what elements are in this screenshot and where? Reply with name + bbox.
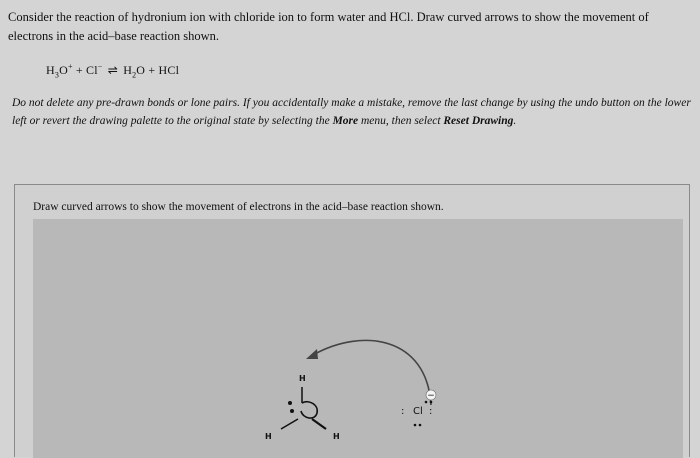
eq-h3o-o: O bbox=[59, 63, 68, 77]
eq-h2o-o: O bbox=[136, 63, 146, 77]
eq-h2o-h: H bbox=[123, 63, 133, 77]
drawing-panel bbox=[14, 184, 690, 457]
chloride-dots-left: : bbox=[401, 406, 405, 417]
atom-h-top: H bbox=[299, 374, 306, 383]
bond-o-h-right bbox=[312, 419, 326, 429]
eq-hcl: HCl bbox=[158, 63, 180, 77]
panel-title: Draw curved arrows to show the movement of electrons in the acid–base reaction shown. bbox=[33, 201, 444, 213]
eq-cl: Cl bbox=[86, 63, 98, 77]
chloride-dots-right: : bbox=[429, 406, 433, 417]
curved-arrow[interactable] bbox=[313, 340, 431, 405]
question-prompt: Consider the reaction of hydronium ion with chloride ion to form water and HCl. Draw curved arrows to show the movement of electrons in the acid–base reaction shown. bbox=[8, 10, 649, 43]
instructions-part-3: . bbox=[513, 115, 517, 127]
oxygen-shape bbox=[301, 402, 317, 418]
atom-chloride: Cl bbox=[413, 406, 423, 417]
eq-equilibrium-arrow: ⇌ bbox=[107, 63, 118, 77]
instructions-part-2: menu, then select bbox=[358, 115, 444, 127]
atom-h-right: H bbox=[333, 432, 340, 441]
instructions-reset-drawing: Reset Drawing bbox=[443, 115, 514, 127]
lone-pair-dot bbox=[419, 424, 422, 427]
question-text bbox=[8, 8, 690, 46]
eq-cl-charge: − bbox=[97, 62, 103, 71]
lone-pair-dot bbox=[290, 409, 294, 413]
eq-h3o-charge: + bbox=[67, 62, 73, 71]
reaction-equation bbox=[46, 62, 179, 79]
lone-pair-dot bbox=[425, 401, 428, 404]
eq-plus-1: + bbox=[75, 63, 83, 77]
atom-h-left: H bbox=[265, 432, 272, 441]
molecule-drawing bbox=[33, 219, 683, 458]
eq-h3o-h: H bbox=[46, 63, 55, 77]
eq-h3o-sub: 3 bbox=[54, 70, 60, 80]
instructions-text bbox=[12, 94, 692, 130]
instructions-more-menu: More bbox=[332, 115, 359, 127]
bond-o-h-left bbox=[281, 419, 298, 429]
lone-pair-dot bbox=[414, 424, 417, 427]
curved-arrow-head bbox=[306, 349, 318, 359]
eq-h2o-sub: 2 bbox=[132, 70, 137, 80]
eq-plus-2: + bbox=[148, 63, 156, 77]
lone-pair-dot bbox=[288, 401, 292, 405]
drawing-canvas[interactable] bbox=[33, 219, 683, 458]
instructions-part-1: Do not delete any pre-drawn bonds or lone pairs. If you accidentally make a mistake, remove the last change by using the undo button on the lower left or revert the drawing palette to the original state by selecting the bbox=[12, 97, 691, 127]
lone-pair-dot bbox=[430, 401, 433, 404]
chloride-charge: − bbox=[427, 391, 435, 401]
